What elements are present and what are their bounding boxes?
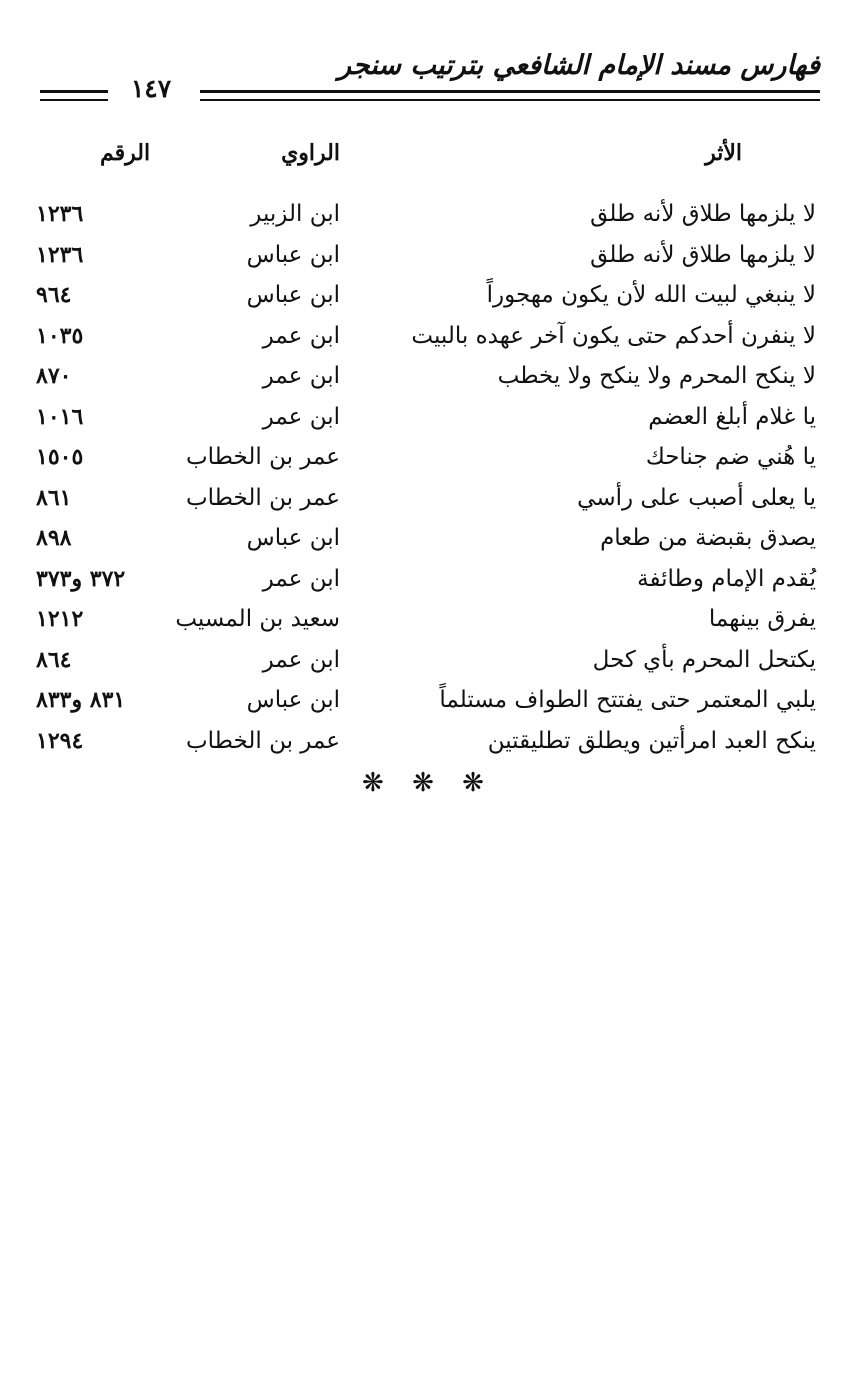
- narrator-name: ابن الزبير: [250, 201, 340, 227]
- hadith-number: ٨٣١ و٨٣٣: [36, 687, 126, 713]
- table-row: [0, 599, 856, 639]
- narrator-name: ابن عمر: [262, 565, 340, 592]
- narrator-name: ابن عمر: [262, 363, 340, 389]
- narrator-name: عمر بن الخطاب: [185, 444, 340, 470]
- athar-text: يصدق بقبضة من طعام: [600, 525, 816, 551]
- page-number-rule-top: [40, 90, 108, 93]
- narrator-name: ابن عباس: [246, 687, 340, 713]
- narrator-name: عمر بن الخطاب: [185, 484, 340, 511]
- athar-text: لا يلزمها طلاق لأنه طلق: [590, 201, 816, 227]
- narrator-name: ابن عباس: [246, 525, 340, 551]
- column-header-narrator: الراوي: [281, 140, 340, 166]
- hadith-number: ١٠٣٥: [36, 322, 84, 349]
- hadith-number: ٨٦٤: [36, 646, 72, 673]
- athar-text: يا غلام أبلغ العضم: [648, 403, 816, 430]
- hadith-number: ١٠١٦: [36, 403, 84, 430]
- athar-text: يا يعلى أصبب على رأسي: [577, 484, 816, 511]
- header-rule-top: [200, 90, 820, 93]
- table-row: [0, 316, 856, 356]
- table-row: [0, 478, 856, 518]
- athar-text: لا ينكح المحرم ولا ينكح ولا يخطب: [497, 363, 816, 389]
- narrator-name: ابن عمر: [262, 403, 340, 430]
- narrator-name: عمر بن الخطاب: [185, 727, 340, 754]
- athar-text: لا ينفرن أحدكم حتى يكون آخر عهده بالبيت: [411, 322, 816, 349]
- narrator-name: ابن عباس: [246, 282, 340, 308]
- hadith-number: ١٢٩٤: [36, 727, 84, 754]
- table-row: [0, 397, 856, 437]
- section-end-ornament: ❋ ❋ ❋: [362, 768, 494, 798]
- hadith-number: ١٢٣٦: [36, 201, 84, 227]
- page-number: ١٤٧: [130, 74, 172, 103]
- hadith-number: ٣٧٢ و٣٧٣: [36, 565, 126, 592]
- narrator-name: ابن عمر: [262, 646, 340, 673]
- running-header-title: فهارس مسند الإمام الشافعي بترتيب سنجر: [337, 50, 820, 81]
- column-header-number: الرقم: [100, 140, 151, 166]
- hadith-number: ١٥٠٥: [36, 444, 84, 470]
- header-rule-bottom: [200, 99, 820, 101]
- hadith-number: ٩٦٤: [36, 282, 72, 308]
- hadith-number: ٨٩٨: [36, 525, 72, 551]
- narrator-name: ابن عمر: [262, 322, 340, 349]
- table-row: [0, 356, 856, 396]
- athar-text: يا هُني ضم جناحك: [645, 444, 816, 470]
- hadith-number: ٨٧٠: [36, 363, 72, 389]
- athar-text: يكتحل المحرم بأي كحل: [592, 646, 816, 673]
- table-row: [0, 721, 856, 761]
- athar-text: يلبي المعتمر حتى يفتتح الطواف مستلماً: [439, 687, 816, 713]
- athar-text: يفرق بينهما: [708, 606, 816, 632]
- athar-text: لا يلزمها طلاق لأنه طلق: [590, 241, 816, 268]
- hadith-number: ١٢١٢: [36, 606, 84, 632]
- table-row: [0, 640, 856, 680]
- table-row: [0, 235, 856, 275]
- table-row: [0, 680, 856, 720]
- table-row: [0, 559, 856, 599]
- table-row: [0, 518, 856, 558]
- narrator-name: ابن عباس: [246, 241, 340, 268]
- table-row: [0, 194, 856, 234]
- page-number-rule-bottom: [40, 99, 108, 101]
- hadith-number: ٨٦١: [36, 484, 72, 511]
- table-row: [0, 275, 856, 315]
- athar-text: لا ينبغي لبيت الله لأن يكون مهجوراً: [486, 282, 816, 308]
- hadith-number: ١٢٣٦: [36, 241, 84, 268]
- narrator-name: سعيد بن المسيب: [175, 606, 340, 632]
- athar-text: يُقدم الإمام وطائفة: [637, 565, 816, 592]
- athar-text: ينكح العبد امرأتين ويطلق تطليقتين: [487, 727, 816, 754]
- table-row: [0, 437, 856, 477]
- column-header-athar: الأثر: [705, 140, 742, 166]
